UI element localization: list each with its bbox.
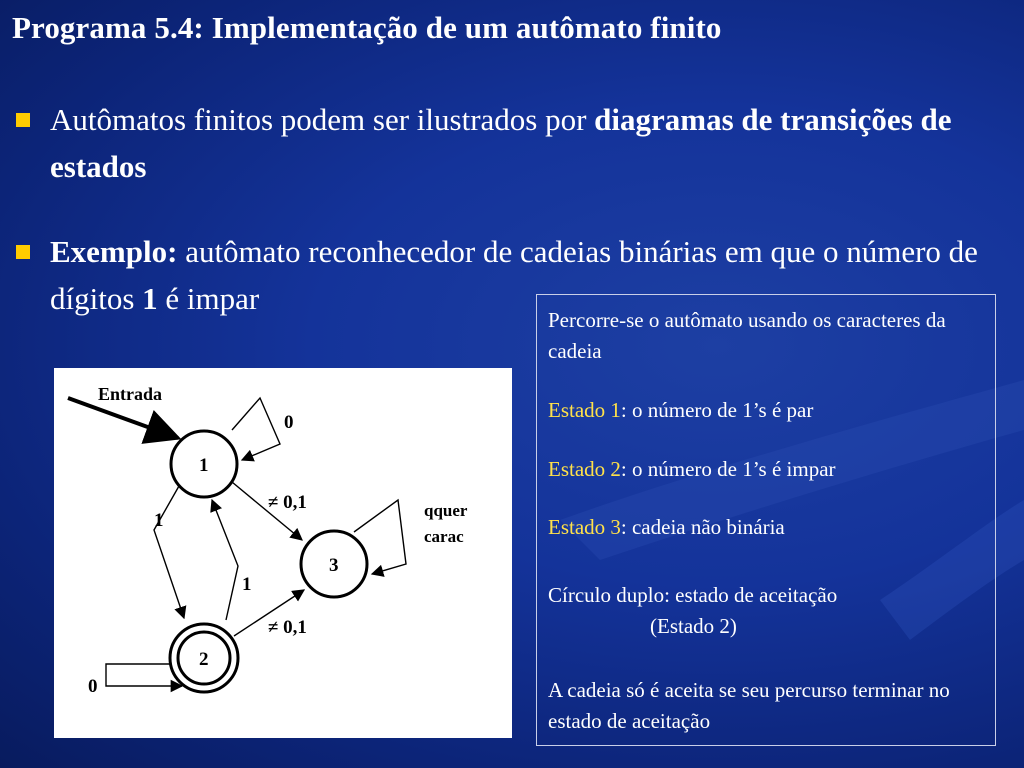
panel-state-1 — [548, 395, 988, 426]
slide-title: Programa 5.4: Implementação de um autômato finito — [12, 10, 722, 45]
state-1-name: Estado 1 — [548, 398, 621, 422]
state-2-label: 2 — [199, 649, 209, 670]
example-label: Exemplo: — [50, 234, 178, 269]
example-digit: 1 — [142, 281, 158, 316]
loop-3-label-line2: carac — [424, 527, 464, 546]
loop-1 — [232, 398, 280, 460]
panel-double-circle — [548, 580, 988, 642]
state-3-label: 3 — [329, 555, 339, 576]
state-2-desc: : o número de 1’s é impar — [620, 457, 836, 481]
bullet-square-icon — [16, 245, 30, 259]
example-text-b: é impar — [157, 281, 260, 316]
entry-label: Entrada — [98, 384, 163, 404]
state-diagram-svg — [54, 368, 512, 738]
edge-1-to-3-label: ≠ 0,1 — [268, 492, 307, 513]
bullet-square-icon — [16, 113, 30, 127]
double-circle-line1: Círculo duplo: estado de aceitação — [548, 583, 838, 607]
double-circle-line2-wrap — [548, 611, 988, 642]
edge-2-to-1-label: 1 — [242, 574, 252, 595]
entry-arrow — [68, 398, 178, 438]
double-circle-line2: (Estado 2) — [650, 614, 737, 638]
loop-1-label: 0 — [284, 412, 294, 433]
bullet-text — [50, 96, 990, 190]
state-3-desc: : cadeia não binária — [620, 515, 785, 539]
loop-3-label-line1: qquer — [424, 501, 468, 520]
bullet-plain-text: Autômatos finitos podem ser ilustrados por — [50, 102, 595, 137]
panel-state-3 — [548, 512, 988, 543]
panel-acceptance: A cadeia só é aceita se seu percurso terminar no estado de aceitação — [548, 678, 950, 733]
state-diagram — [54, 368, 512, 738]
panel-state-2 — [548, 454, 988, 485]
bullet-bold-text: diagramas de transições de estados — [50, 102, 952, 184]
state-1-desc: : o número de 1’s é par — [620, 398, 814, 422]
state-2-name: Estado 2 — [548, 457, 621, 481]
edge-2-to-3-label: ≠ 0,1 — [268, 617, 307, 638]
example-text-a: autômato reconhecedor de cadeias binárias em que o número de dígitos — [50, 234, 978, 316]
state-1-label: 1 — [199, 455, 209, 476]
panel-intro: Percorre-se o autômato usando os caracteres da cadeia — [548, 308, 946, 363]
edge-2-to-1 — [212, 500, 238, 620]
loop-2-label: 0 — [88, 676, 98, 697]
edge-1-to-2-label: 1 — [154, 510, 164, 531]
explanation-panel — [536, 294, 996, 746]
edge-1-to-2 — [154, 486, 184, 618]
state-3-name: Estado 3 — [548, 515, 621, 539]
